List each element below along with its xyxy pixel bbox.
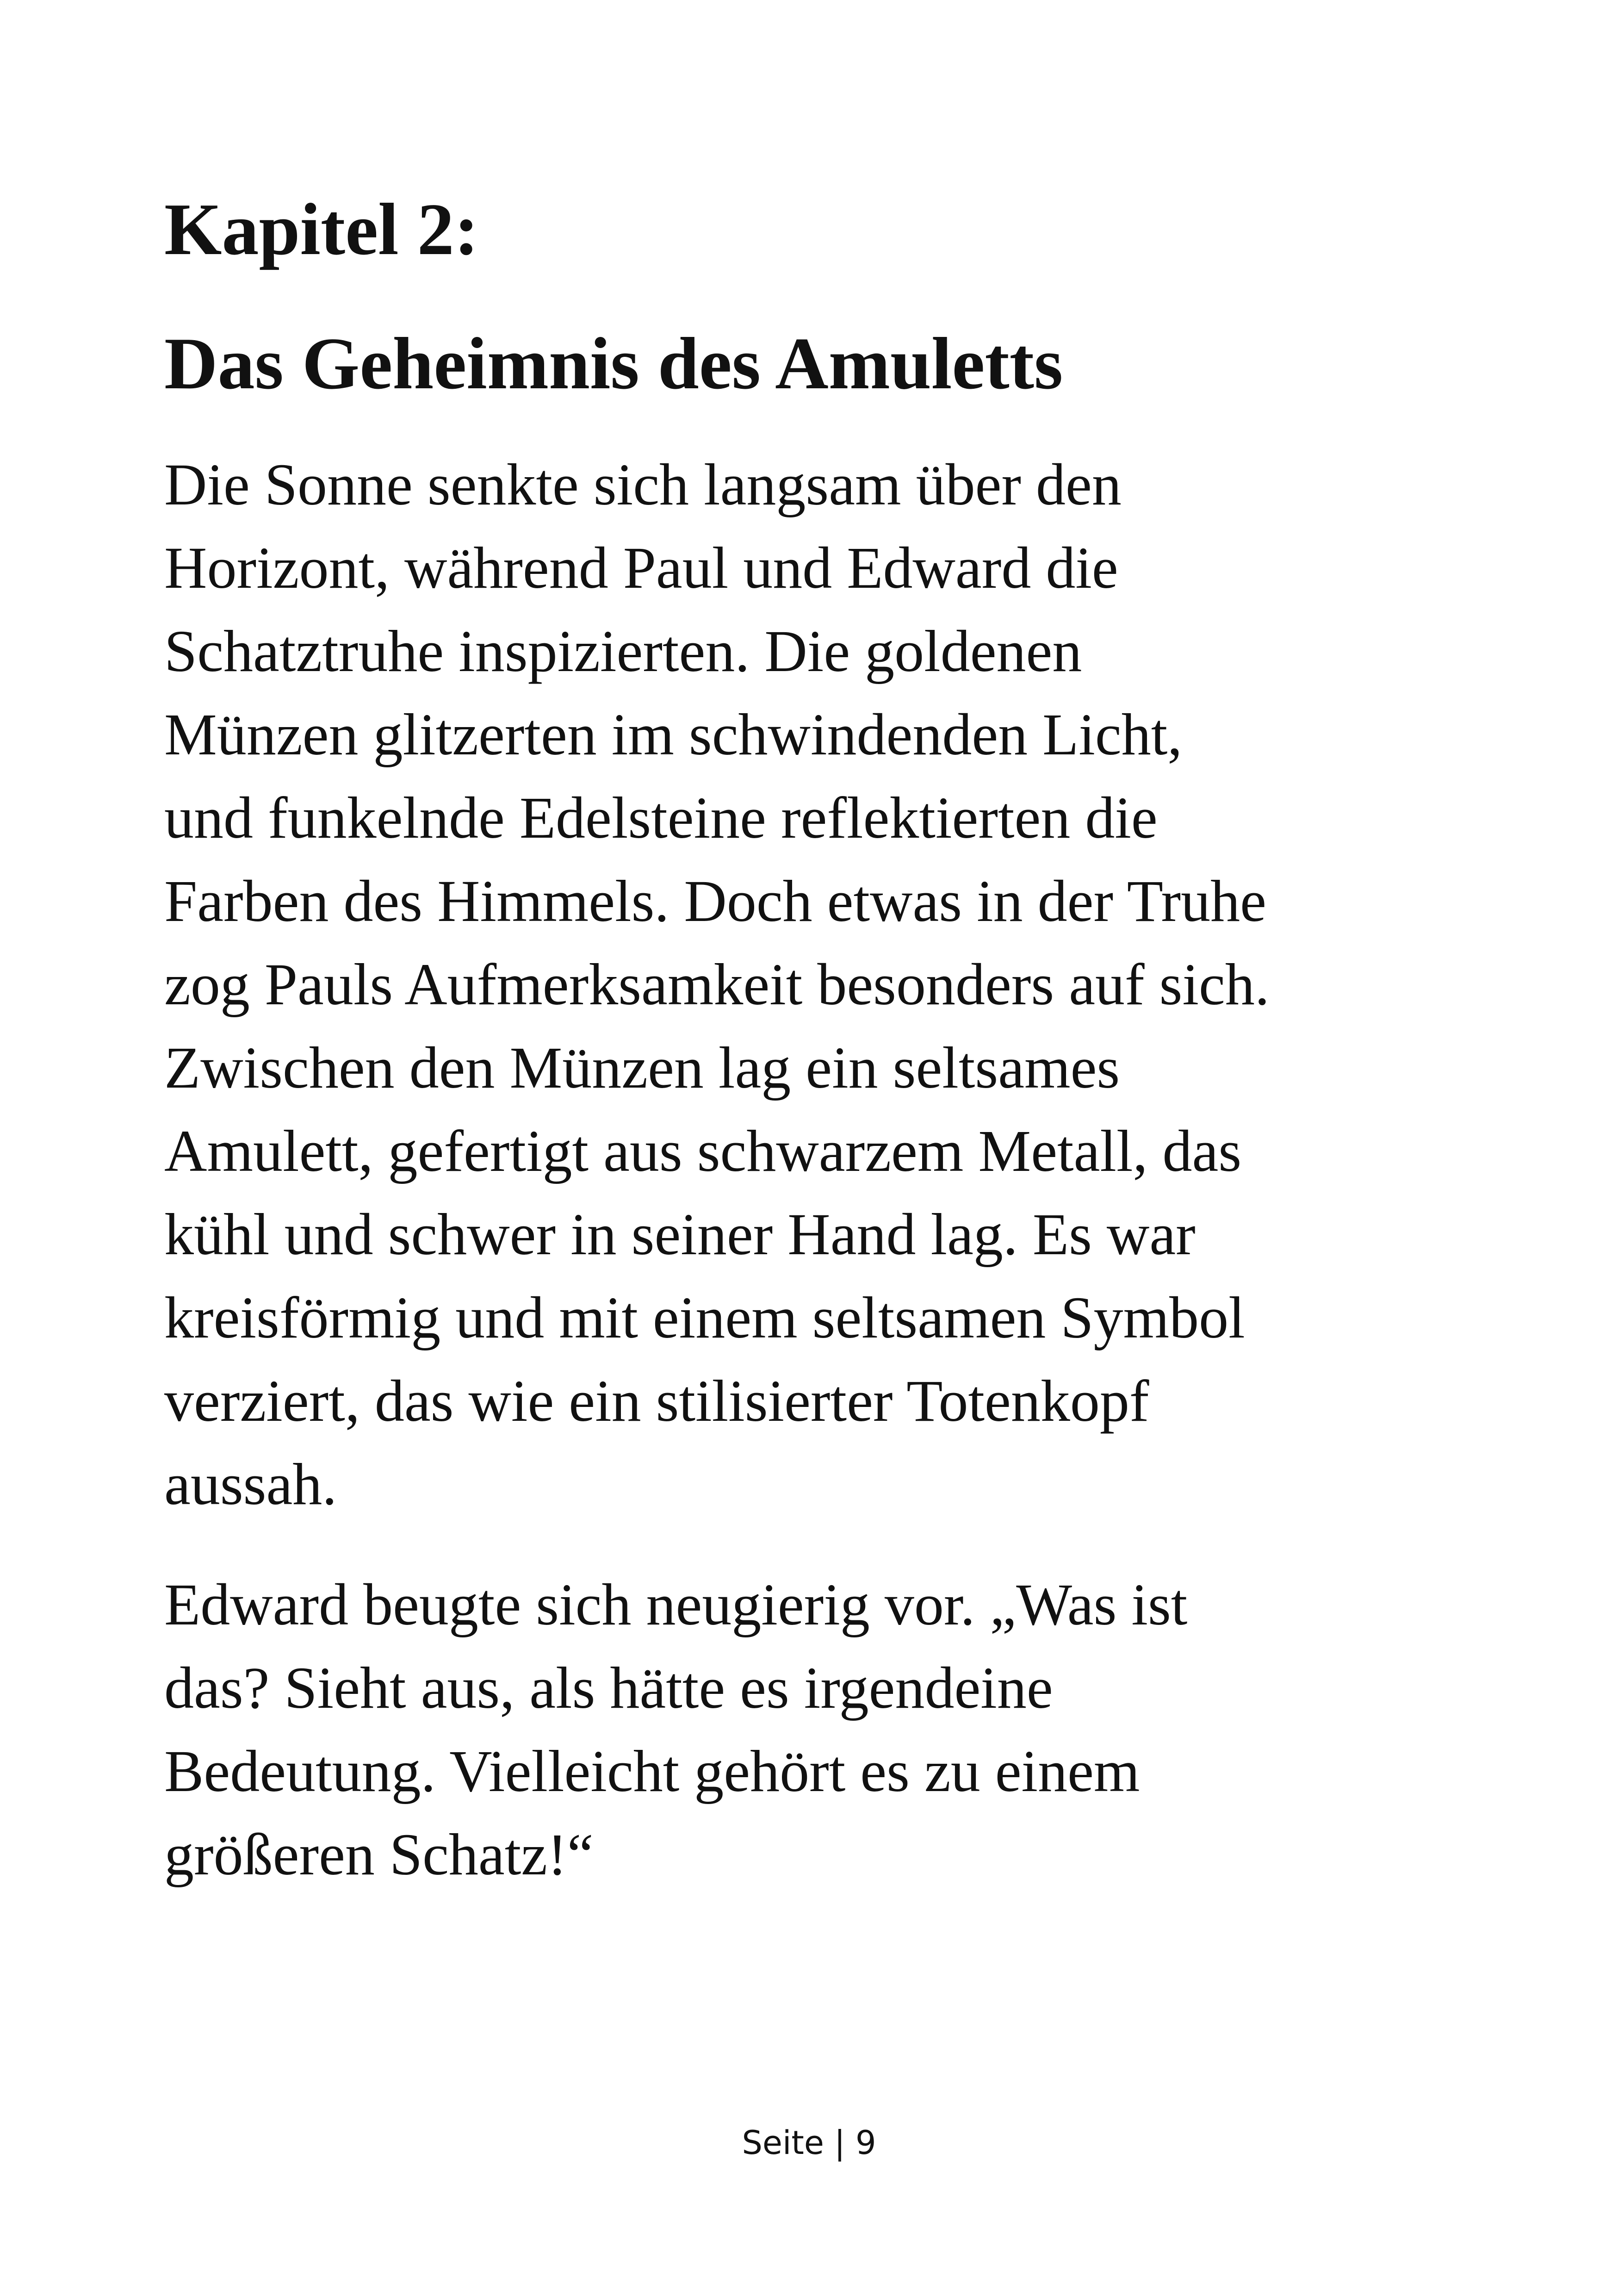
text-line: verziert, das wie ein stilisierter Totenkopf: [164, 1368, 1149, 1434]
text-line: Horizont, während Paul und Edward die: [164, 535, 1118, 601]
text-line: kreisförmig und mit einem seltsamen Symbol: [164, 1285, 1245, 1350]
paragraph-2: [164, 1563, 1478, 1896]
paragraph-1: [164, 443, 1478, 1526]
text-line: aussah.: [164, 1451, 337, 1517]
text-line: Münzen glitzerten im schwindenden Licht,: [164, 702, 1183, 767]
text-line: zog Pauls Aufmerksamkeit besonders auf sich.: [164, 952, 1270, 1017]
text-line: größeren Schatz!“: [164, 1822, 594, 1887]
text-line: Bedeutung. Vielleicht gehört es zu einem: [164, 1738, 1140, 1804]
page-number: Seite | 9: [742, 2124, 876, 2162]
text-line: Edward beugte sich neugierig vor. „Was ist: [164, 1572, 1188, 1637]
text-line: Die Sonne senkte sich langsam über den: [164, 452, 1122, 517]
text-line: kühl und schwer in seiner Hand lag. Es war: [164, 1201, 1196, 1267]
text-line: das? Sieht aus, als hätte es irgendeine: [164, 1655, 1053, 1721]
chapter-label: Kapitel 2:: [164, 188, 479, 270]
chapter-title: Das Geheimnis des Amuletts: [164, 322, 1063, 404]
text-line: Amulett, gefertigt aus schwarzem Metall, das: [164, 1118, 1242, 1184]
text-line: Farben des Himmels. Doch etwas in der Truhe: [164, 868, 1266, 934]
text-line: Schatztruhe inspizierten. Die goldenen: [164, 618, 1082, 684]
text-line: Zwischen den Münzen lag ein seltsames: [164, 1035, 1120, 1101]
text-line: und funkelnde Edelsteine reflektierten die: [164, 785, 1158, 851]
page-content: [164, 187, 1478, 1896]
